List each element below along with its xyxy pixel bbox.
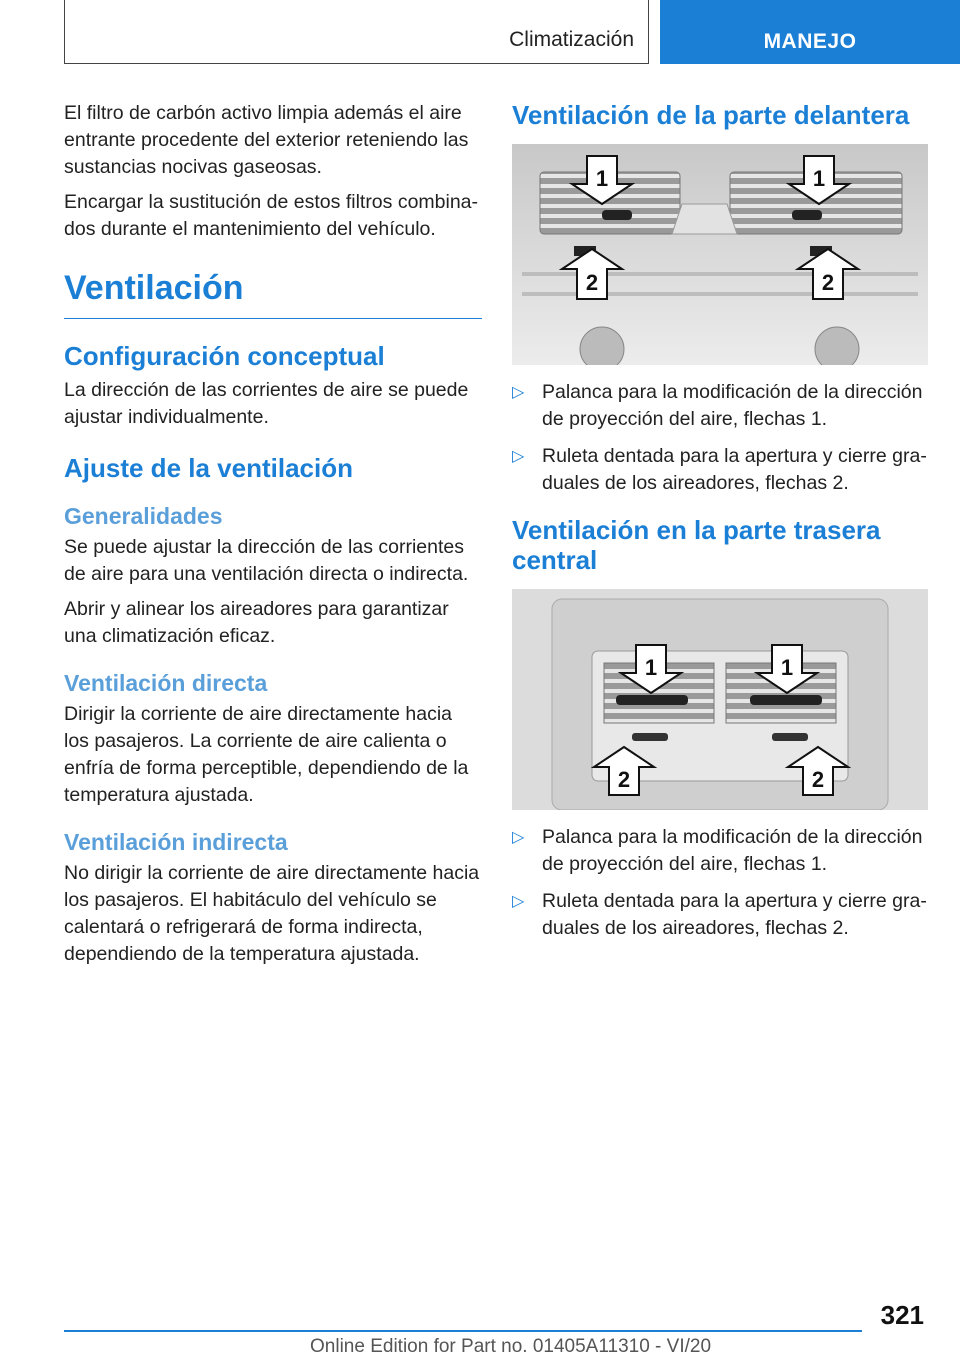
header-box [64, 0, 649, 64]
indirecta-heading: Ventilación indirecta [64, 829, 288, 855]
svg-text:2: 2 [585, 270, 599, 295]
front-vent-list [512, 379, 928, 497]
front-vents-illustration [512, 144, 928, 365]
rear-vent-heading: Ventilación en la parte trasera central [512, 515, 881, 575]
indirecta-text: No dirigir la corriente de aire directamente hacia los pasajeros. El habitáculo del vehículo se calentará o refrigerará de forma indirecta, dependiendo de la temperatura ajustada. [64, 862, 480, 965]
generalidades-text-2: Abrir y alinear los aireadores para garantizar una climatización eficaz. [64, 598, 449, 647]
front-vent-heading: Ventilación de la parte delantera [512, 100, 910, 130]
directa-heading: Ventilación directa [64, 670, 268, 696]
ajuste-heading: Ajuste de la ventilación [64, 453, 353, 483]
svg-text:2: 2 [811, 767, 825, 792]
generalidades-heading: Generalidades [64, 503, 223, 529]
triangle-bullet-icon: ▷ [512, 384, 525, 401]
chapter-tab[interactable]: MANEJO [660, 0, 960, 64]
svg-text:1: 1 [812, 166, 826, 191]
footer-divider [64, 1330, 862, 1332]
left-column [64, 100, 482, 976]
rear-vent-list [512, 824, 928, 942]
svg-text:1: 1 [595, 166, 609, 191]
intro-paragraph-1: El filtro de carbón activo limpia además el aire entrante procedente del exterior reteniendo las sustancias nocivas gaseosas. [64, 102, 469, 178]
page-number: 321 [880, 1300, 924, 1330]
footer-edition: Online Edition for Part no. 01405A11310 - VI/20 [310, 1336, 712, 1357]
triangle-bullet-icon: ▷ [512, 829, 525, 846]
list-item: ▷ Palanca para la modificación de la dirección de proyección del aire, flechas 1. [512, 381, 923, 430]
list-item: ▷ Ruleta dentada para la apertura y cierre graduales de los aireadores, flechas 2. [512, 890, 927, 939]
svg-text:1: 1 [644, 655, 658, 680]
list-item: ▷ Palanca para la modificación de la dirección de proyección del aire, flechas 1. [512, 826, 923, 875]
list-item: ▷ Ruleta dentada para la apertura y cierre graduales de los aireadores, flechas 2. [512, 445, 927, 494]
rear-vents-illustration [512, 589, 928, 810]
directa-text: Dirigir la corriente de aire directamente hacia los pasajeros. La corriente de aire calienta o enfría de forma perceptible, dependiendo de la temperatura ajustada. [64, 703, 469, 806]
generalidades-text-1: Se puede ajustar la dirección de las corrientes de aire para una ventilación directa o indirecta. [64, 536, 469, 585]
header-section: Climatización [509, 28, 634, 51]
svg-text:2: 2 [617, 767, 631, 792]
ventilacion-heading: Ventilación [64, 269, 482, 319]
svg-text:2: 2 [821, 270, 835, 295]
config-text: La dirección de las corrientes de aire se puede ajustar individualmente. [64, 379, 469, 428]
triangle-bullet-icon: ▷ [512, 448, 525, 465]
config-heading: Configuración conceptual [64, 341, 385, 371]
triangle-bullet-icon: ▷ [512, 893, 525, 910]
right-column [512, 100, 928, 952]
svg-text:1: 1 [780, 655, 794, 680]
intro-paragraph-2: Encargar la sustitución de estos filtros combinados durante el mantenimiento del vehículo. [64, 191, 479, 240]
